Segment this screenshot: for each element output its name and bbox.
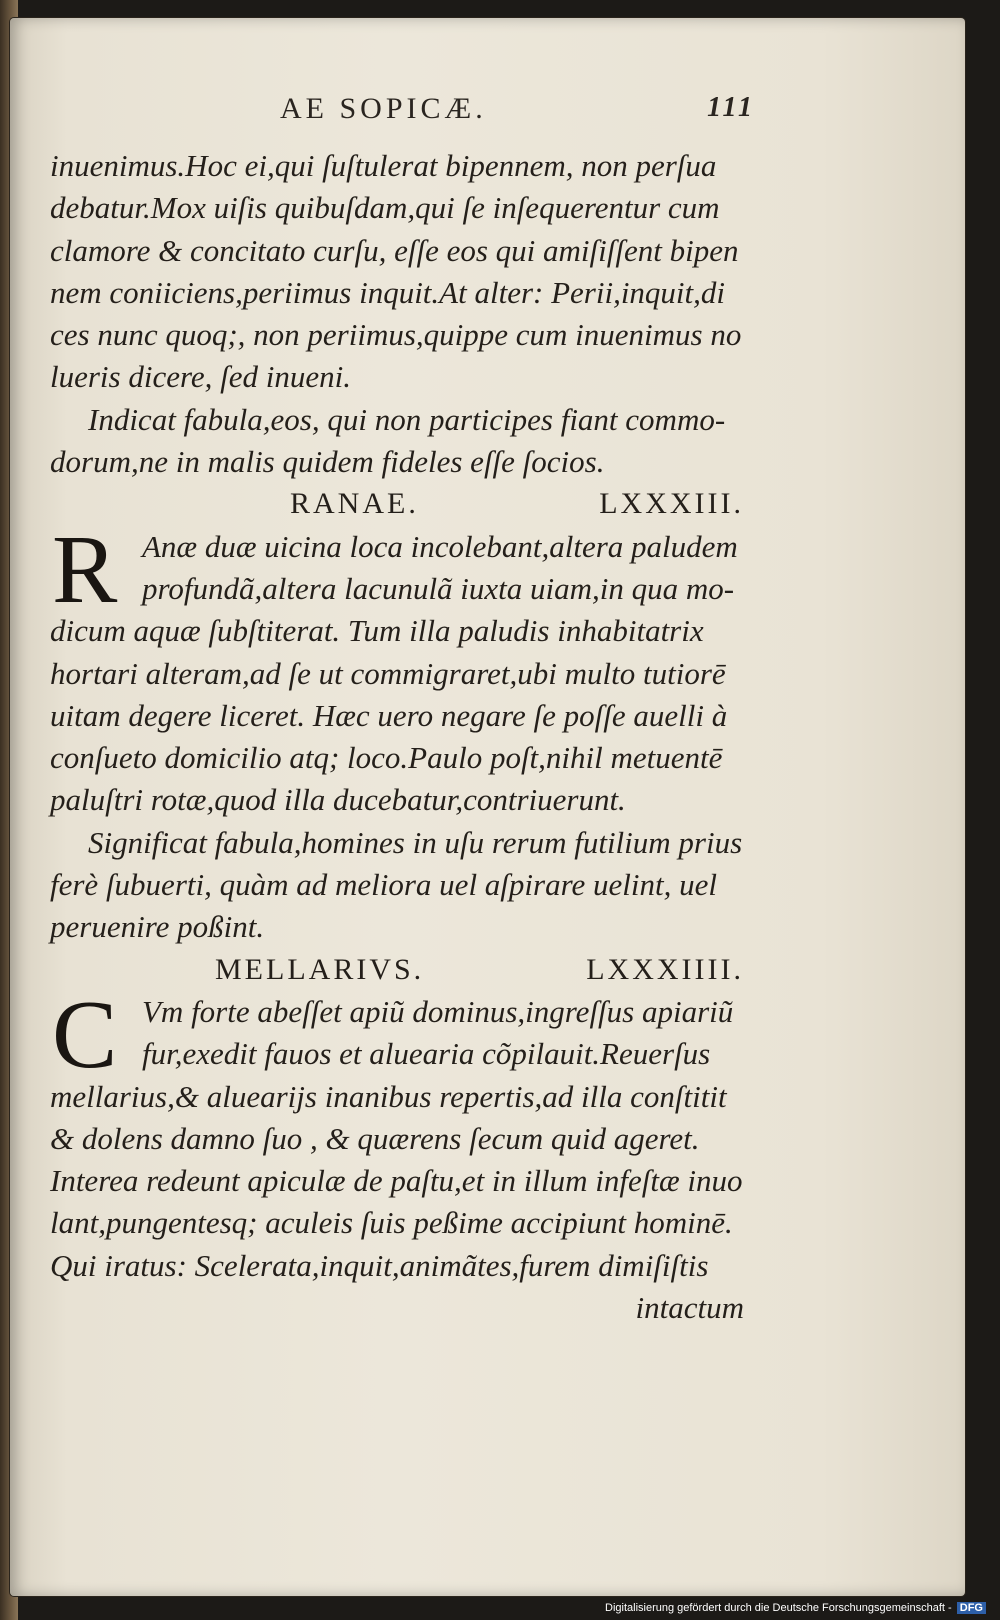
digitization-credit — [605, 1602, 986, 1618]
drop-cap: R — [52, 515, 118, 624]
text-line-content: Vm forte abeſſet apiũ dominus,ingreſſus apiariũ — [142, 993, 734, 1029]
page-header — [280, 92, 755, 132]
text-line: fur,exedit fauos et aluearia cõpilauit.Reuerſus — [142, 1036, 711, 1072]
credit-text: Digitalisierung gefördert durch die Deutsche Forschungsgemeinschaft - — [605, 1602, 952, 1614]
running-title: AE SOPICÆ. — [280, 92, 487, 125]
text-line: profundã,altera lacunulã iuxta uiam,in qua mo- — [142, 570, 735, 606]
fable-number: LXXXIIII. — [586, 952, 744, 986]
text-line: uitam degere liceret. Hæc uero negare ſe poſſe auelli à — [50, 697, 728, 733]
text-line: Qui iratus: Scelerata,inquit,animãtes,furem dimiſiſtis — [50, 1247, 709, 1283]
text-line: hortari alteram,ad ſe ut commigraret,ubi multo tutiorē — [50, 655, 726, 691]
text-line: conſueto domicilio atq; loco.Paulo poſt,nihil metuentē — [50, 740, 723, 776]
text-line-content: Anæ duæ uicina loca incolebant,altera paludem — [142, 528, 738, 564]
fable-heading — [50, 949, 750, 991]
fable-title: RANAE. — [290, 487, 419, 521]
moral-line: ferè ſubuerti, quàm ad meliora uel aſpirare uelint, uel — [50, 867, 717, 903]
text-line: dicum aquæ ſubſtiterat. Tum illa paludis inhabitatrix — [50, 613, 704, 649]
text-line: paluſtri rotæ,quod illa ducebatur,contriuerunt. — [50, 782, 626, 818]
fable-title: MELLARIVS. — [215, 952, 425, 986]
moral-line: dorum,ne in malis quidem fideles eſſe ſocios. — [50, 444, 605, 480]
drop-cap: C — [52, 980, 118, 1089]
text-line: lant,pungentesq; aculeis ſuis peßime accipiunt hominē. — [50, 1205, 733, 1241]
text-line: clamore & concitato curſu, eſſe eos qui amiſiſſent bipen — [50, 232, 739, 268]
dfg-logo: DFG — [957, 1602, 986, 1614]
text-line: lueris dicere, ſed inueni. — [50, 359, 352, 395]
text-block — [50, 145, 750, 1329]
moral-line: peruenire poßint. — [50, 909, 265, 945]
moral-line: Indicat fabula,eos, qui non participes fiant commo- — [88, 401, 726, 437]
fable-number: LXXXIII. — [599, 487, 744, 521]
text-line: debatur.Mox uiſis quibuſdam,qui ſe inſequerentur cum — [50, 190, 720, 226]
catchword: intactum — [635, 1290, 744, 1326]
page-number: 111 — [707, 92, 755, 123]
text-line: inuenimus.Hoc ei,qui ſuſtulerat bipennem, non perſua — [50, 148, 717, 183]
text-line: ces nunc quoq;, non periimus,quippe cum inuenimus no — [50, 317, 742, 353]
text-line: mellarius,& aluearijs inanibus repertis,ad illa conſtitit — [50, 1078, 727, 1114]
text-line: nem coniiciens,periimus inquit.At alter: Perii,inquit,di — [50, 274, 726, 310]
text-line: Interea redeunt apiculæ de paſtu,et in illum infeſtæ inuo — [50, 1163, 743, 1199]
moral-line: Significat fabula,homines in uſu rerum futilium prius — [88, 824, 743, 860]
text-line: & dolens damno ſuo , & quærens ſecum quid ageret. — [50, 1120, 700, 1156]
fable-heading — [50, 483, 750, 525]
